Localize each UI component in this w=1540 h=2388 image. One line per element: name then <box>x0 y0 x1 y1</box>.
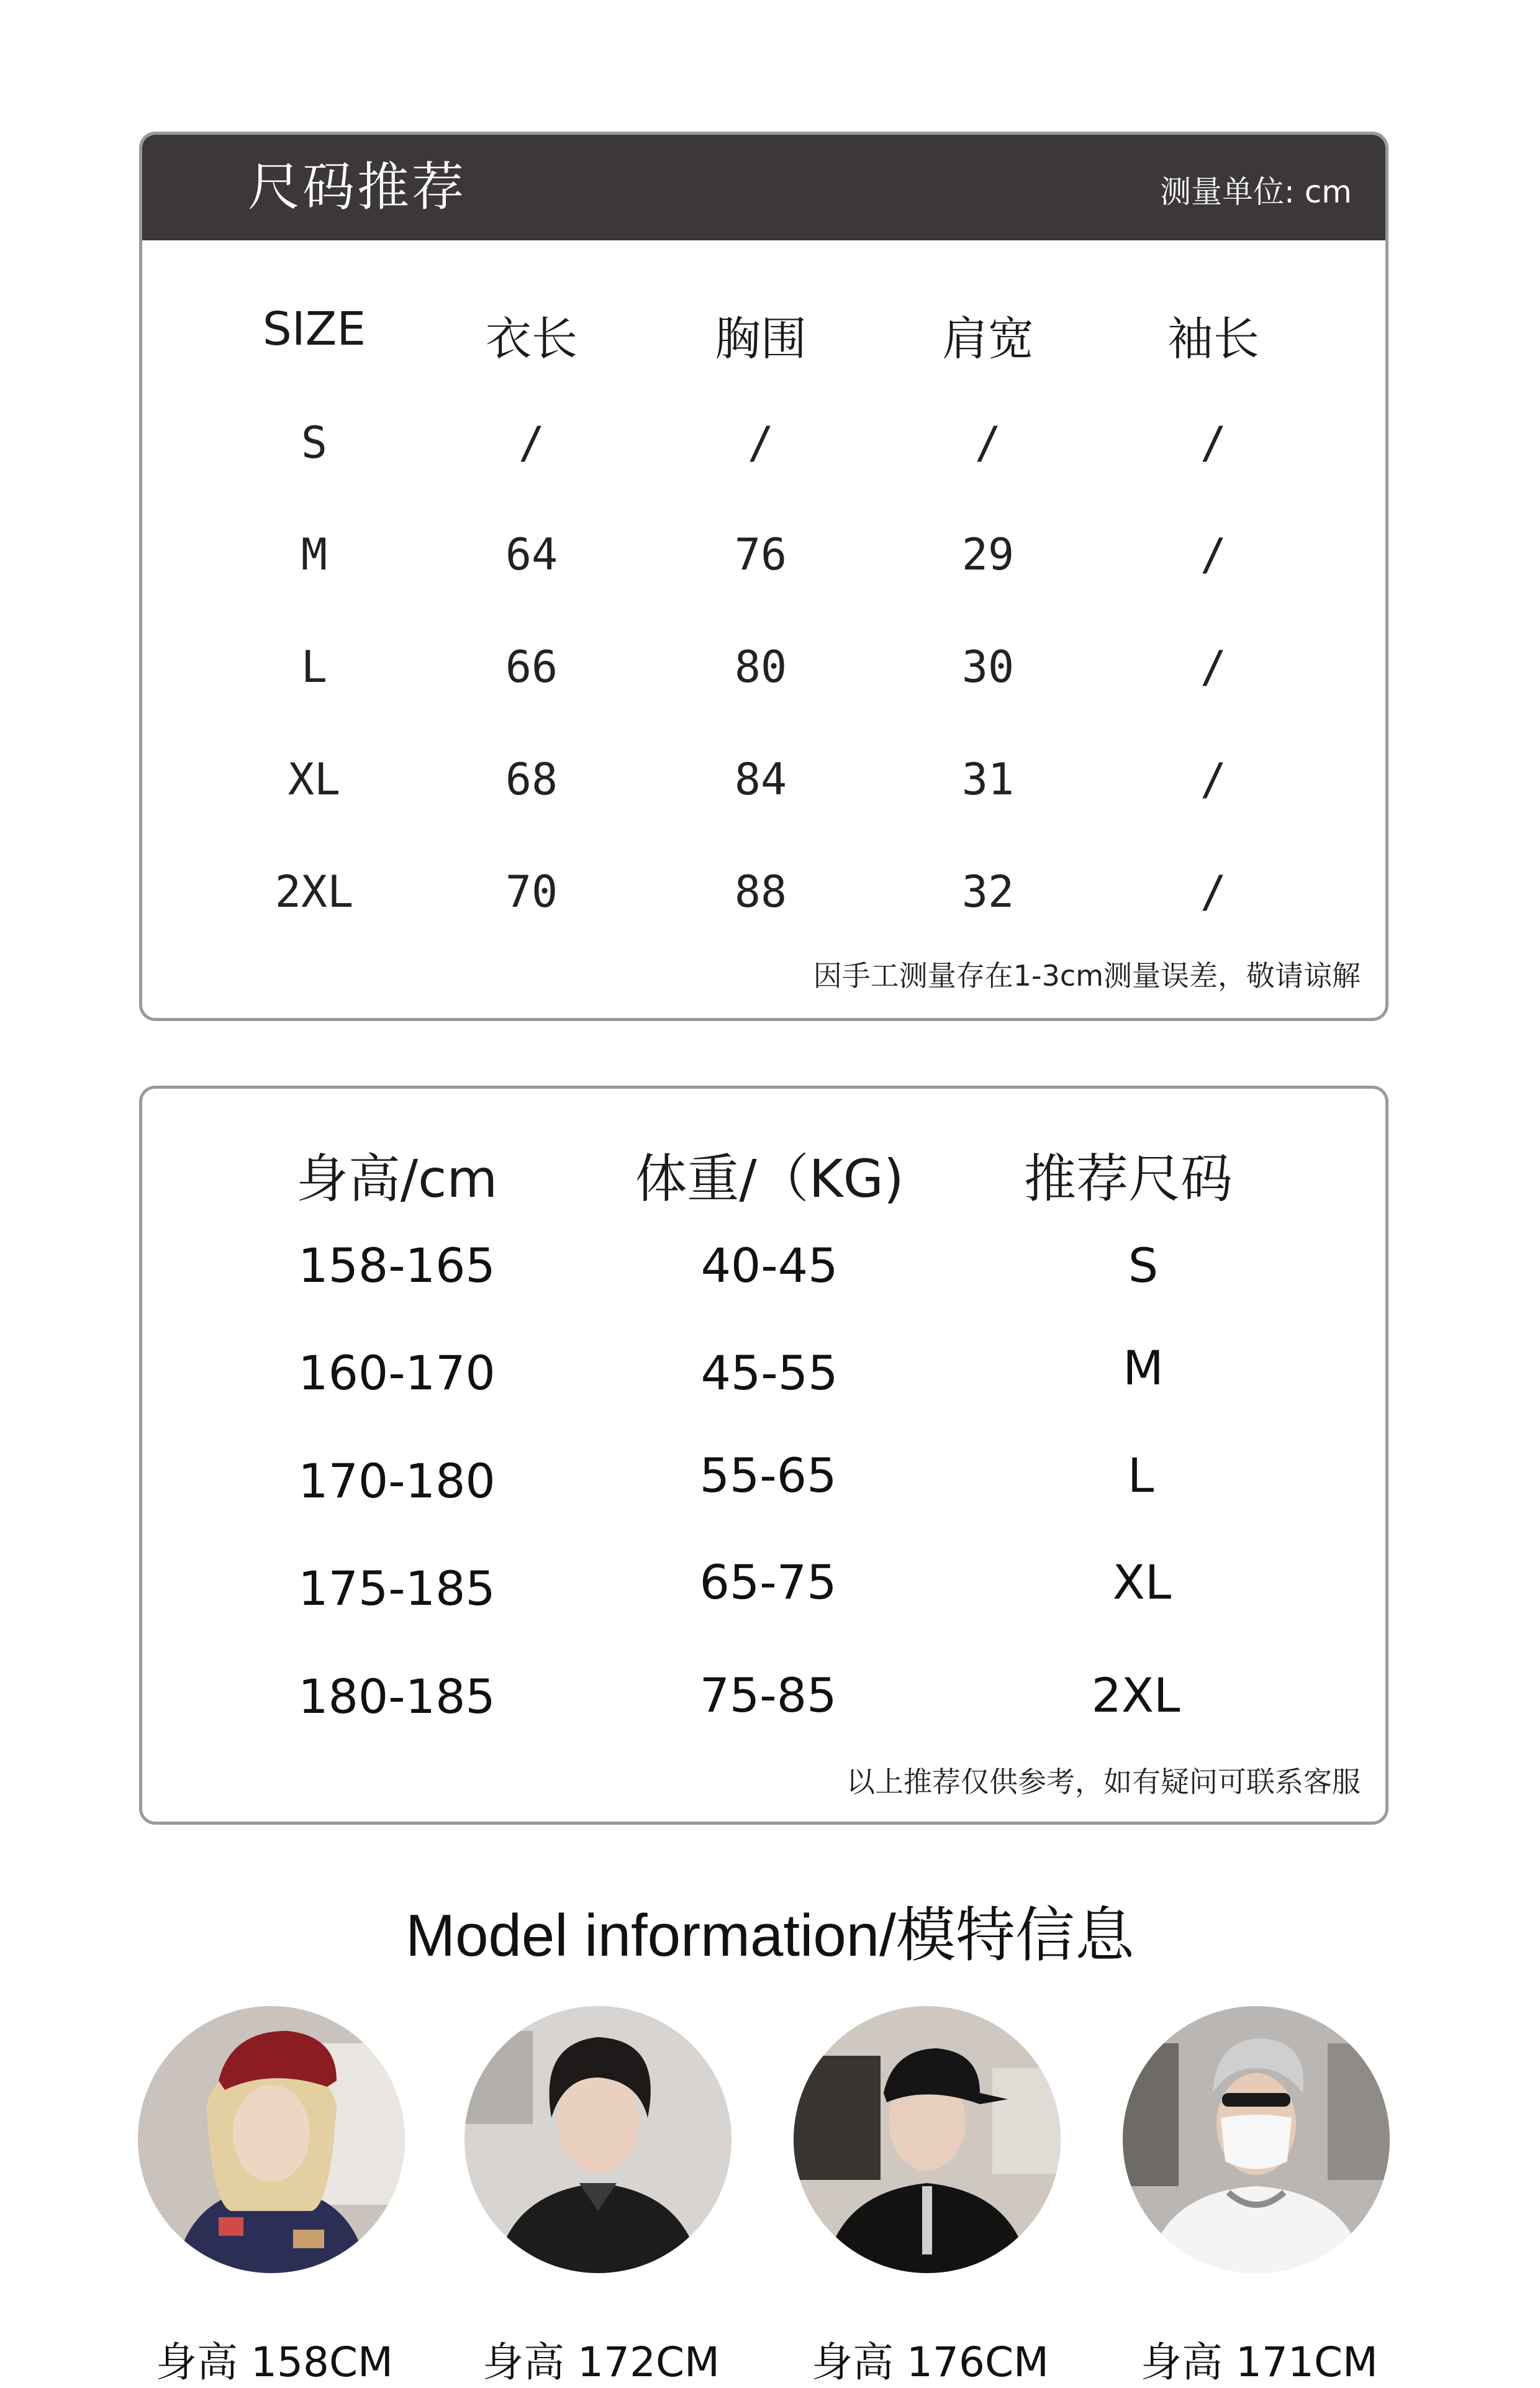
size-cell: 32 <box>961 866 1015 917</box>
size-cell: 31 <box>961 754 1015 805</box>
size-chart-header <box>142 135 1385 240</box>
size-cell: / <box>518 417 545 468</box>
model-photo <box>138 2006 405 2273</box>
model-photo <box>1123 2006 1390 2273</box>
recommend-cell: 75-85 <box>699 1668 837 1723</box>
model-photo <box>464 2006 732 2273</box>
size-cell: 68 <box>505 754 558 805</box>
recommend-header-size: 推荐尺码 <box>1023 1148 1233 1209</box>
recommend-cell: 180-185 <box>298 1669 496 1724</box>
size-cell: 30 <box>961 642 1015 692</box>
recommend-cell: 40-45 <box>700 1238 838 1293</box>
recommend-header-height: 身高/cm <box>296 1148 498 1209</box>
recommend-cell: 170-180 <box>298 1453 496 1509</box>
model-height-label: 身高 172CM <box>482 2338 720 2386</box>
models-row <box>0 2006 1540 2385</box>
size-cell: 2XL <box>274 866 354 917</box>
recommend-chart-card <box>139 1086 1388 1825</box>
size-cell: / <box>1200 866 1227 917</box>
size-header-size: SIZE <box>262 302 366 356</box>
recommend-cell: 65-75 <box>699 1555 837 1610</box>
size-cell: / <box>747 417 774 468</box>
size-cell: / <box>1200 529 1227 580</box>
size-header-length: 衣长 <box>486 312 578 366</box>
recommend-cell: S <box>1128 1238 1159 1293</box>
size-cell: / <box>1200 754 1227 805</box>
model-height-label: 身高 171CM <box>1141 2338 1378 2386</box>
model-photo <box>794 2006 1061 2273</box>
size-cell: 80 <box>734 642 787 692</box>
recommend-header-weight: 体重/（KG) <box>635 1148 904 1209</box>
size-cell: 66 <box>505 642 558 692</box>
measure-unit-label: 测量单位: cm <box>1160 174 1352 210</box>
size-cell: M <box>301 529 328 580</box>
size-chart-note: 因手工测量存在1-3cm测量误差，敬请谅解 <box>813 959 1361 992</box>
size-cell: L <box>301 642 328 692</box>
size-cell: 76 <box>734 529 787 580</box>
recommend-cell: 2XL <box>1091 1668 1180 1723</box>
model-info-title: Model information/模特信息 <box>405 1902 1135 1969</box>
recommend-cell: 45-55 <box>700 1345 838 1401</box>
model-card <box>1123 2006 1396 2385</box>
recommend-cell: 55-65 <box>699 1448 837 1503</box>
model-height-label: 身高 158CM <box>156 2338 393 2386</box>
recommend-chart-note: 以上推荐仅供参考，如有疑问可联系客服 <box>846 1765 1361 1799</box>
size-chart-card <box>139 132 1388 1021</box>
size-chart-title: 尺码推荐 <box>248 157 467 217</box>
recommend-cell: 175-185 <box>298 1561 496 1616</box>
recommend-cell: M <box>1123 1340 1164 1396</box>
recommend-cell: XL <box>1112 1555 1172 1610</box>
size-cell: XL <box>288 754 341 805</box>
size-cell: 70 <box>505 866 558 917</box>
model-card <box>138 2006 411 2385</box>
size-header-sleeve: 袖长 <box>1167 312 1259 366</box>
recommend-cell: L <box>1127 1448 1154 1503</box>
size-header-chest: 胸围 <box>715 312 807 366</box>
recommend-cell: 160-170 <box>298 1345 496 1401</box>
size-cell: / <box>1200 642 1227 692</box>
model-card <box>464 2006 738 2385</box>
size-cell: S <box>301 417 328 468</box>
size-cell: / <box>974 417 1002 468</box>
size-cell: 88 <box>734 866 787 917</box>
size-cell: 29 <box>961 529 1015 580</box>
recommend-cell: 158-165 <box>298 1238 496 1293</box>
model-height-label: 身高 176CM <box>812 2338 1049 2386</box>
size-cell: 84 <box>734 754 787 805</box>
size-cell: / <box>1200 417 1227 468</box>
size-cell: 64 <box>505 529 558 580</box>
size-header-shoulder: 肩宽 <box>942 312 1034 366</box>
model-card <box>794 2006 1067 2385</box>
